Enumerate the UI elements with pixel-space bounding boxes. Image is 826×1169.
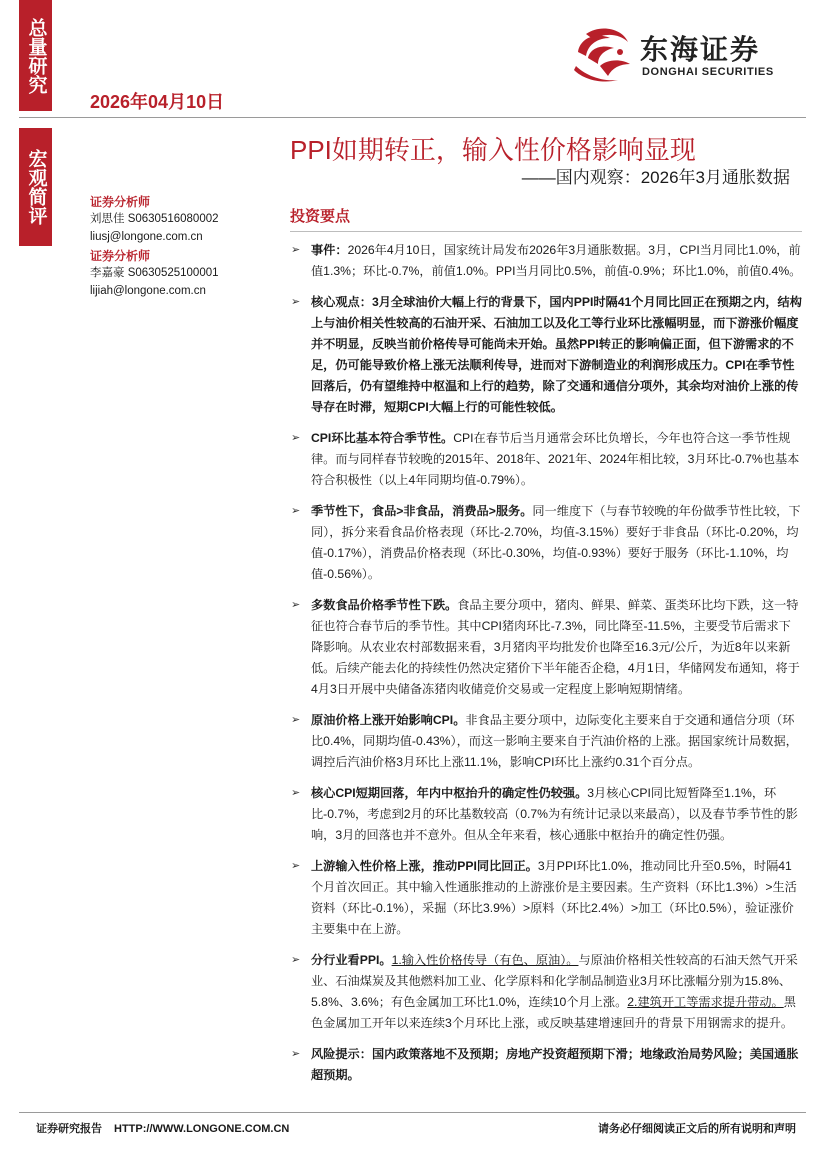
bullet-text: 同一维度下（与春节较晚的年份做季节性比较，下同），拆分来看食品价格表现（环比-2.70%，均值-3.15%）要好于非食品（环比-0.20%，均值-0.17%），消费品价格表现（环比-0.30%，均值-0.93%）要好于服务（环比-1.10%，均值-0.56%）。 [311,504,801,581]
bullet-underlined-text: 1.输入性价格传导（有色、原油）。 [391,953,579,967]
bullet-text: 食品主要分项中，猪肉、鲜果、鲜菜、蛋类环比均下跌，这一特征也符合春节后的季节性。其中CPI猪肉环比-7.3%，同比降至-11.5%，主要受节后需求下降影响。从农业农村部数据来看，3月猪肉平均批发价也降至16.3元/公斤，为近8年以来新低。后续产能去化的持续性仍然决定猪价下半年能否企稳，4月1日，华储网发布通知，将于4月3日开展中央储备冻猪肉收储竞价交易或一定程度上影响短期情绪。 [311,598,800,696]
bullet-text: 3月核心CPI同比短暂降至1.1%，环比-0.7%，考虑到2月的环比基数较高（0.7%为有统计记录以来最高），以及春节季节性的影响，3月的回落也并不意外。但从全年来看，核心通胀中枢抬升的确定性仍强。 [311,786,798,842]
arrow-bullet-icon: ➢ [291,787,301,799]
key-points-list [290,240,802,1086]
analyst-entry [90,248,280,300]
bullet-text: 黑色金属加工开年以来连续3个月环比上涨，或反映基建增速回升的背景下用钢需求的提升。 [311,995,796,1030]
arrow-bullet-icon: ➢ [291,599,301,611]
arrow-bullet-icon: ➢ [291,860,301,872]
arrow-bullet-icon: ➢ [291,714,301,726]
footer-left [36,1120,301,1136]
bullet-title: 原油价格上涨开始影响CPI。 [311,713,466,727]
bullet-core-cpi [290,783,802,846]
bullet-title: CPI环比基本符合季节性。 [311,431,454,445]
bullet-title: 核心观点： [311,295,372,309]
bullet-text: 与原油价格相关性较高的石油天然气开采业、石油煤炭及其他燃料加工业、化学原料和化学制品制造业3月环比涨幅分别为15.8%、5.8%、3.6%；有色金属加工环比1.0%，连续10个月上涨。 [311,953,798,1009]
header-divider [19,117,806,118]
bullet-title: 核心CPI短期回落，年内中枢抬升的确定性仍较强。 [311,786,588,800]
bullet-event [290,240,802,282]
bullet-food-prices [290,595,802,700]
bullet-title: 多数食品价格季节性下跌。 [311,598,458,612]
logo-emblem-icon [570,22,636,86]
footer-label: 证券研究报告 [36,1123,102,1135]
analyst-entry [90,194,280,246]
bullet-title: 季节性下，食品>非食品，消费品>服务。 [311,504,533,518]
arrow-bullet-icon: ➢ [291,1048,301,1060]
arrow-bullet-icon: ➢ [291,296,301,308]
report-type-tab: 宏观简评 [19,128,52,246]
analyst-role: 证券分析师 [90,249,151,263]
analyst-email[interactable]: liusj@longone.com.cn [90,231,203,243]
footer-divider [19,1112,806,1113]
logo-chinese-name: 东海证券 [640,34,761,65]
analyst-list [90,194,280,302]
bullet-bold-text: 3月全球油价大幅上行的背景下，国内PPI时隔41个月同比回正在预期之内，结构上与油价相关性较高的石油开采、石油加工以及化工等行业环比涨幅明显，而下游涨价幅度并不明显，反映当前价格传导可能尚未开始。虽然PPI转正的影响偏正面，但下游需求的不足，仍可能导致价格上涨无法顺利传导，进而对下游制造业的利润形成压力。CPI在季节性回落后，仍有望维持中枢温和上行的趋势，除了交通和通信分项外，其余均对油价上涨的传导存在时滞，短期CPI大幅上行的可能性较低。 [311,295,802,414]
bullet-text: 3月PPI环比1.0%，推动同比升至0.5%，时隔41个月首次回正。其中输入性通胀推动的上游涨价是主要因素。生产资料（环比1.3%）>生活资料（环比-0.1%），采掘（环比3.9%）>原料（环比2.4%）>加工（环比0.5%），验证涨价主要集中在上游。 [311,859,797,936]
report-title: PPI如期转正，输入性价格影响显现 [290,135,696,165]
logo-english-name: DONGHAI SECURITIES [642,66,774,78]
bullet-title: 事件： [311,243,348,257]
analyst-name-id: 刘思佳 S0630516080002 [90,213,219,225]
analyst-role: 证券分析师 [90,195,151,209]
bullet-text: 非食品主要分项中，边际变化主要来自于交通和通信分项（环比0.4%，同期均值-0.43%），而这一影响主要来自于汽油价格的上涨。据国家统计局数据，调控后汽油价格3月环比上涨11.1%，影响CPI环比上涨约0.31个百分点。 [311,713,798,769]
section-title: 投资要点 [290,208,351,225]
analyst-name-id: 李嘉豪 S0630525100001 [90,267,219,279]
bullet-core-view [290,292,802,418]
arrow-bullet-icon: ➢ [291,244,301,256]
footer-disclaimer: 请务必仔细阅读正文后的所有说明和声明 [598,1123,796,1135]
bullet-title: 分行业看PPI。 [311,953,392,967]
company-logo [570,22,800,86]
arrow-bullet-icon: ➢ [291,432,301,444]
bullet-risk-warning [290,1044,802,1086]
footer-url-link[interactable]: HTTP://WWW.LONGONE.COM.CN [114,1123,290,1135]
bullet-ppi-by-industry [290,950,802,1034]
bullet-underlined-text: 2.建筑开工等需求提升带动。 [627,995,784,1009]
report-subtitle: ——国内观察：2026年3月通胀数据 [521,168,790,187]
category-tab: 总量研究 [19,0,52,111]
bullet-bold-text: 国内政策落地不及预期；房地产投资超预期下滑；地缘政治局势风险；美国通胀超预期。 [311,1047,799,1082]
bullet-title: 风险提示： [311,1047,372,1061]
bullet-oil-price [290,710,802,773]
bullet-text: CPI在春节后当月通常会环比负增长，今年也符合这一季节性规律。而与同样春节较晚的2015年、2018年、2021年、2024年相比较，3月环比-0.7%也基本符合积极性（以上4年同期均值-0.79%）。 [311,431,800,487]
section-divider [290,231,802,232]
analyst-email[interactable]: lijiah@longone.com.cn [90,285,206,297]
bullet-upstream-ppi [290,856,802,940]
arrow-bullet-icon: ➢ [291,505,301,517]
arrow-bullet-icon: ➢ [291,954,301,966]
bullet-food-vs-nonfood [290,501,802,585]
bullet-text: 2026年4月10日，国家统计局发布2026年3月通胀数据。3月，CPI当月同比1.0%，前值1.3%；环比-0.7%，前值1.0%。PPI当月同比0.5%，前值-0.9%；环比1.0%，前值0.4%。 [311,243,802,278]
bullet-cpi-seasonal [290,428,802,491]
bullet-title: 上游输入性价格上涨，推动PPI同比回正。 [311,859,538,873]
report-date: 2026年04月10日 [90,92,225,112]
